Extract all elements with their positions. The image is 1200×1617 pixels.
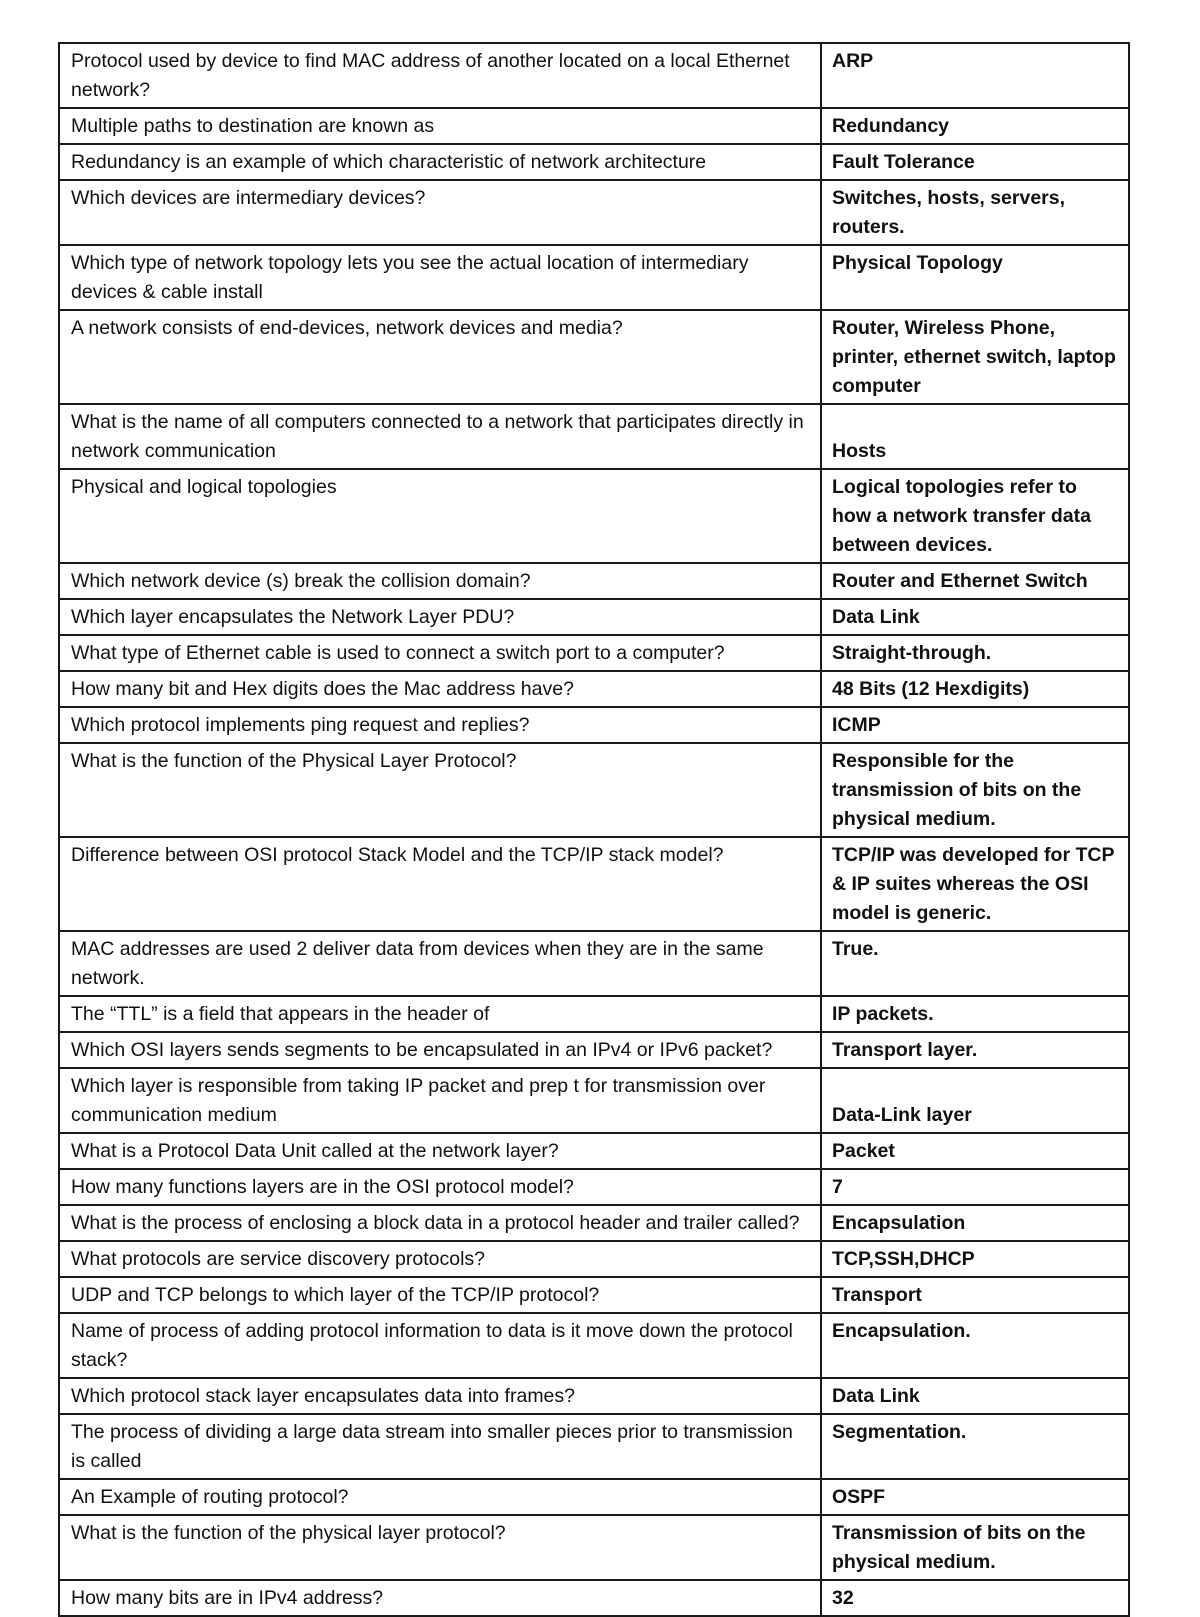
answer-cell: Router, Wireless Phone, printer, ethernet switch, laptop computer [821, 310, 1129, 404]
question-cell: MAC addresses are used 2 deliver data from devices when they are in the same network. [59, 931, 821, 996]
document-page [58, 42, 1128, 1617]
question-cell: Redundancy is an example of which characteristic of network architecture [59, 144, 821, 180]
question-cell: How many functions layers are in the OSI protocol model? [59, 1169, 821, 1205]
table-row [59, 1241, 1129, 1277]
answer-cell: True. [821, 931, 1129, 996]
answer-cell: 7 [821, 1169, 1129, 1205]
question-cell: What is a Protocol Data Unit called at the network layer? [59, 1133, 821, 1169]
question-cell: UDP and TCP belongs to which layer of the TCP/IP protocol? [59, 1277, 821, 1313]
answer-cell: Router and Ethernet Switch [821, 563, 1129, 599]
answer-cell: Data Link [821, 1378, 1129, 1414]
qa-table [58, 42, 1130, 1617]
answer-cell: Fault Tolerance [821, 144, 1129, 180]
answer-cell: Packet [821, 1133, 1129, 1169]
table-row [59, 707, 1129, 743]
answer-cell: Redundancy [821, 108, 1129, 144]
question-cell: Which protocol stack layer encapsulates data into frames? [59, 1378, 821, 1414]
answer-cell: IP packets. [821, 996, 1129, 1032]
answer-cell: Logical topologies refer to how a network transfer data between devices. [821, 469, 1129, 563]
answer-cell: Segmentation. [821, 1414, 1129, 1479]
table-row [59, 1133, 1129, 1169]
answer-cell: Transport [821, 1277, 1129, 1313]
answer-cell: Switches, hosts, servers, routers. [821, 180, 1129, 245]
question-cell: What protocols are service discovery protocols? [59, 1241, 821, 1277]
question-cell: Physical and logical topologies [59, 469, 821, 563]
question-cell: Which type of network topology lets you see the actual location of intermediary devices & cable install [59, 245, 821, 310]
answer-cell: Physical Topology [821, 245, 1129, 310]
answer-cell: 32 [821, 1580, 1129, 1616]
table-row [59, 1479, 1129, 1515]
table-row [59, 245, 1129, 310]
table-row [59, 180, 1129, 245]
answer-cell: Encapsulation. [821, 1313, 1129, 1378]
question-cell: Difference between OSI protocol Stack Model and the TCP/IP stack model? [59, 837, 821, 931]
table-row [59, 563, 1129, 599]
table-row [59, 43, 1129, 108]
question-cell: What is the name of all computers connected to a network that participates directly in network communication [59, 404, 821, 469]
table-row [59, 108, 1129, 144]
answer-cell: OSPF [821, 1479, 1129, 1515]
table-row [59, 931, 1129, 996]
question-cell: How many bit and Hex digits does the Mac address have? [59, 671, 821, 707]
answer-cell: Transport layer. [821, 1032, 1129, 1068]
table-row [59, 1169, 1129, 1205]
answer-cell: Data-Link layer [821, 1068, 1129, 1133]
question-cell: An Example of routing protocol? [59, 1479, 821, 1515]
table-row [59, 996, 1129, 1032]
table-row [59, 1378, 1129, 1414]
answer-cell: Data Link [821, 599, 1129, 635]
answer-cell: ARP [821, 43, 1129, 108]
answer-cell: Straight-through. [821, 635, 1129, 671]
question-cell: What type of Ethernet cable is used to connect a switch port to a computer? [59, 635, 821, 671]
question-cell: A network consists of end-devices, network devices and media? [59, 310, 821, 404]
question-cell: Which network device (s) break the collision domain? [59, 563, 821, 599]
question-cell: Name of process of adding protocol information to data is it move down the protocol stack? [59, 1313, 821, 1378]
question-cell: The “TTL” is a field that appears in the header of [59, 996, 821, 1032]
answer-cell: TCP,SSH,DHCP [821, 1241, 1129, 1277]
question-cell: Which protocol implements ping request and replies? [59, 707, 821, 743]
question-cell: The process of dividing a large data stream into smaller pieces prior to transmission is called [59, 1414, 821, 1479]
question-cell: Protocol used by device to find MAC address of another located on a local Ethernet network? [59, 43, 821, 108]
answer-cell: 48 Bits (12 Hexdigits) [821, 671, 1129, 707]
question-cell: Which layer encapsulates the Network Layer PDU? [59, 599, 821, 635]
table-row [59, 1580, 1129, 1616]
answer-cell: Responsible for the transmission of bits on the physical medium. [821, 743, 1129, 837]
table-row [59, 1068, 1129, 1133]
answer-cell: ICMP [821, 707, 1129, 743]
answer-cell: TCP/IP was developed for TCP & IP suites whereas the OSI model is generic. [821, 837, 1129, 931]
table-row [59, 310, 1129, 404]
question-cell: Which OSI layers sends segments to be encapsulated in an IPv4 or IPv6 packet? [59, 1032, 821, 1068]
question-cell: What is the function of the physical layer protocol? [59, 1515, 821, 1580]
table-row [59, 469, 1129, 563]
question-cell: Multiple paths to destination are known as [59, 108, 821, 144]
question-cell: What is the process of enclosing a block data in a protocol header and trailer called? [59, 1205, 821, 1241]
question-cell: Which devices are intermediary devices? [59, 180, 821, 245]
table-row [59, 671, 1129, 707]
question-cell: Which layer is responsible from taking IP packet and prep t for transmission over communication medium [59, 1068, 821, 1133]
table-row [59, 837, 1129, 931]
table-row [59, 599, 1129, 635]
table-row [59, 1032, 1129, 1068]
table-row [59, 144, 1129, 180]
table-row [59, 743, 1129, 837]
table-row [59, 1205, 1129, 1241]
table-row [59, 1277, 1129, 1313]
table-row [59, 635, 1129, 671]
table-row [59, 1414, 1129, 1479]
answer-cell: Encapsulation [821, 1205, 1129, 1241]
question-cell: What is the function of the Physical Layer Protocol? [59, 743, 821, 837]
question-cell: How many bits are in IPv4 address? [59, 1580, 821, 1616]
table-row [59, 1313, 1129, 1378]
table-row [59, 404, 1129, 469]
answer-cell: Hosts [821, 404, 1129, 469]
table-row [59, 1515, 1129, 1580]
answer-cell: Transmission of bits on the physical medium. [821, 1515, 1129, 1580]
